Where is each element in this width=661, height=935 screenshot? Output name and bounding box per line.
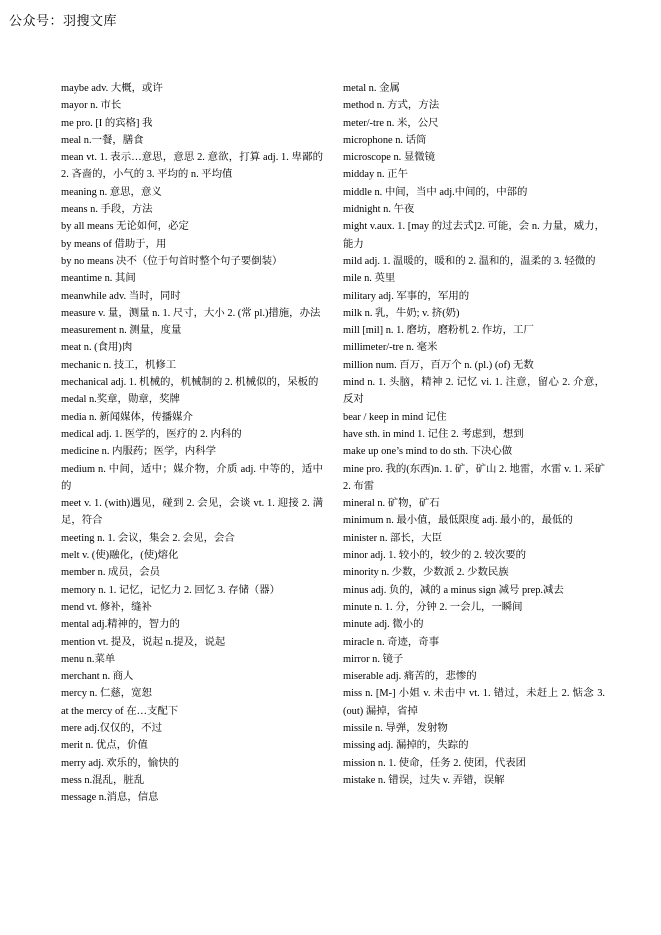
left-column [61, 80, 323, 806]
dictionary-entry: midnight n. 午夜 [343, 204, 415, 216]
dictionary-entry: meal n.一餐，膳食 [61, 134, 144, 146]
dictionary-entry: mile n. 英里 [343, 273, 396, 285]
dictionary-entry: mayor n. 市长 [61, 100, 122, 112]
dictionary-entry: media n. 新闻媒体，传播媒介 [61, 411, 193, 423]
dictionary-entry: meet v. 1. (with)遇见，碰到 2. 会见，会谈 vt. 1. 迎接 2. 满足，符合 [61, 498, 323, 527]
dictionary-entry: mend vt. 修补，缝补 [61, 601, 152, 613]
dictionary-entry: meter/-tre n. 米，公尺 [343, 117, 439, 129]
dictionary-entry: means n. 手段，方法 [61, 204, 153, 216]
dictionary-entry: medical adj. 1. 医学的，医疗的 2. 内科的 [61, 428, 242, 440]
dictionary-entry: mirror n. 镜子 [343, 653, 404, 665]
dictionary-entry: millimeter/-tre n. 毫米 [343, 342, 438, 354]
dictionary-entry: mill [mil] n. 1. 磨坊，磨粉机 2. 作坊，工厂 [343, 325, 534, 337]
dictionary-entry: mineral n. 矿物，矿石 [343, 498, 440, 510]
dictionary-entry: miracle n. 奇迹，奇事 [343, 636, 440, 648]
dictionary-entry: minus adj. 负的，减的 a minus sign 减号 prep.减去 [343, 584, 564, 596]
dictionary-entry: metal n. 金属 [343, 83, 400, 94]
dictionary-entry: method n. 方式，方法 [343, 100, 440, 112]
dictionary-entry: maybe adv. 大概，或许 [61, 83, 163, 94]
dictionary-entry: mistake n. 错误，过失 v. 弄错，误解 [343, 774, 505, 786]
dictionary-entry: mention vt. 提及，说起 n.提及，说起 [61, 636, 226, 648]
dictionary-entry: by means of 借助于，用 [61, 238, 167, 250]
dictionary-entry: mission n. 1. 使命，任务 2. 使团，代表团 [343, 757, 526, 769]
dictionary-entry: have sth. in mind 1. 记住 2. 考虑到，想到 [343, 428, 524, 440]
dictionary-entry: memory n. 1. 记忆，记忆力 2. 回忆 3. 存储（器） [61, 584, 281, 596]
dictionary-entry: meanwhile adv. 当时，同时 [61, 290, 181, 302]
dictionary-entry: meat n. (食用)肉 [61, 342, 133, 354]
dictionary-entry: message n.消息，信息 [61, 792, 159, 804]
dictionary-entry: missing adj. 漏掉的，失踪的 [343, 740, 469, 752]
dictionary-entry: make up one’s mind to do sth. 下决心做 [343, 446, 513, 458]
dictionary-entry: medicine n. 内服药；医学，内科学 [61, 446, 216, 458]
right-column [343, 80, 605, 789]
dictionary-entry: mechanic n. 技工，机修工 [61, 359, 177, 371]
dictionary-entry: miss n. [M-] 小姐 v. 未击中 vt. 1. 错过，未赶上 2. 惦念 3. (out) 漏掉，省掉 [343, 688, 605, 717]
dictionary-entry: mine pro. 我的(东西)n. 1. 矿，矿山 2. 地雷，水雷 v. 1. 采矿 2. 布雷 [343, 463, 605, 492]
dictionary-entry: meantime n. 其间 [61, 273, 136, 285]
dictionary-entry: me pro. [I 的宾格] 我 [61, 117, 153, 129]
dictionary-entry: mere adj.仅仅的，不过 [61, 722, 162, 734]
dictionary-entry: by all means 无论如何，必定 [61, 221, 189, 233]
dictionary-entry: minister n. 部长，大臣 [343, 532, 442, 544]
dictionary-entry: minority n. 少数，少数派 2. 少数民族 [343, 567, 509, 579]
dictionary-entry: might v.aux. 1. [may 的过去式]2. 可能，会 n. 力量，威力，能力 [343, 221, 605, 250]
dictionary-entry: mild adj. 1. 温暖的，暖和的 2. 温和的，温柔的 3. 轻微的 [343, 255, 596, 267]
dictionary-entry: microphone n. 话筒 [343, 134, 427, 146]
dictionary-entry: member n. 成员，会员 [61, 567, 160, 579]
dictionary-entry: military adj. 军事的，军用的 [343, 290, 470, 302]
dictionary-entry: milk n. 乳，牛奶; v. 挤(奶) [343, 307, 460, 319]
dictionary-entry: menu n.菜单 [61, 653, 116, 665]
dictionary-entry: bear / keep in mind 记住 [343, 411, 447, 423]
dictionary-entry: merit n. 优点，价值 [61, 740, 148, 752]
dictionary-entry: mercy n. 仁慈，宽恕 [61, 688, 152, 700]
dictionary-entry: missile n. 导弹，发射物 [343, 722, 448, 734]
dictionary-entry: microscope n. 显微镜 [343, 152, 436, 164]
dictionary-entry: mental adj.精神的，智力的 [61, 619, 180, 631]
dictionary-entry: meeting n. 1. 会议，集会 2. 会见，会合 [61, 532, 235, 544]
dictionary-entry: minute n. 1. 分，分钟 2. 一会儿，一瞬间 [343, 601, 523, 613]
dictionary-entry: midday n. 正午 [343, 169, 408, 181]
dictionary-entry: medal n.奖章，勋章，奖牌 [61, 394, 180, 406]
dictionary-entry: million num. 百万，百万个 n. (pl.) (of) 无数 [343, 359, 534, 371]
dictionary-entry: measure v. 量，测量 n. 1. 尺寸，大小 2. (常 pl.)措施，办法 [61, 307, 321, 319]
dictionary-entry: medium n. 中间，适中；媒介物，介质 adj. 中等的，适中的 [61, 463, 323, 492]
dictionary-entry: measurement n. 测量，度量 [61, 325, 182, 337]
dictionary-entry: mind n. 1. 头脑，精神 2. 记忆 vi. 1. 注意，留心 2. 介意，反对 [343, 377, 605, 406]
page-header: 公众号：羽搜文库 [9, 13, 118, 28]
dictionary-entry: mean vt. 1. 表示…意思，意思 2. 意欲，打算 adj. 1. 卑鄙的 2. 吝啬的，小气的 3. 平均的 n. 平均值 [61, 152, 323, 181]
dictionary-entry: melt v. (使)融化，(使)熔化 [61, 550, 179, 562]
dictionary-entry: mess n.混乱，脏乱 [61, 774, 145, 786]
dictionary-entry: minute adj. 微小的 [343, 619, 424, 631]
dictionary-entry: merchant n. 商人 [61, 671, 134, 683]
dictionary-entry: mechanical adj. 1. 机械的，机械制的 2. 机械似的，呆板的 [61, 377, 319, 389]
dictionary-entry: minor adj. 1. 较小的，较少的 2. 较次要的 [343, 550, 526, 562]
dictionary-entry: at the mercy of 在…支配下 [61, 705, 179, 717]
dictionary-entry: meaning n. 意思，意义 [61, 186, 162, 198]
dictionary-entry: merry adj. 欢乐的，愉快的 [61, 757, 180, 769]
dictionary-entry: by no means 决不（位于句首时整个句子要倒装） [61, 255, 283, 267]
dictionary-entry: minimum n. 最小值，最低限度 adj. 最小的，最低的 [343, 515, 573, 527]
dictionary-entry: middle n. 中间，当中 adj.中间的，中部的 [343, 186, 528, 198]
dictionary-entry: miserable adj. 痛苦的，悲惨的 [343, 671, 477, 683]
